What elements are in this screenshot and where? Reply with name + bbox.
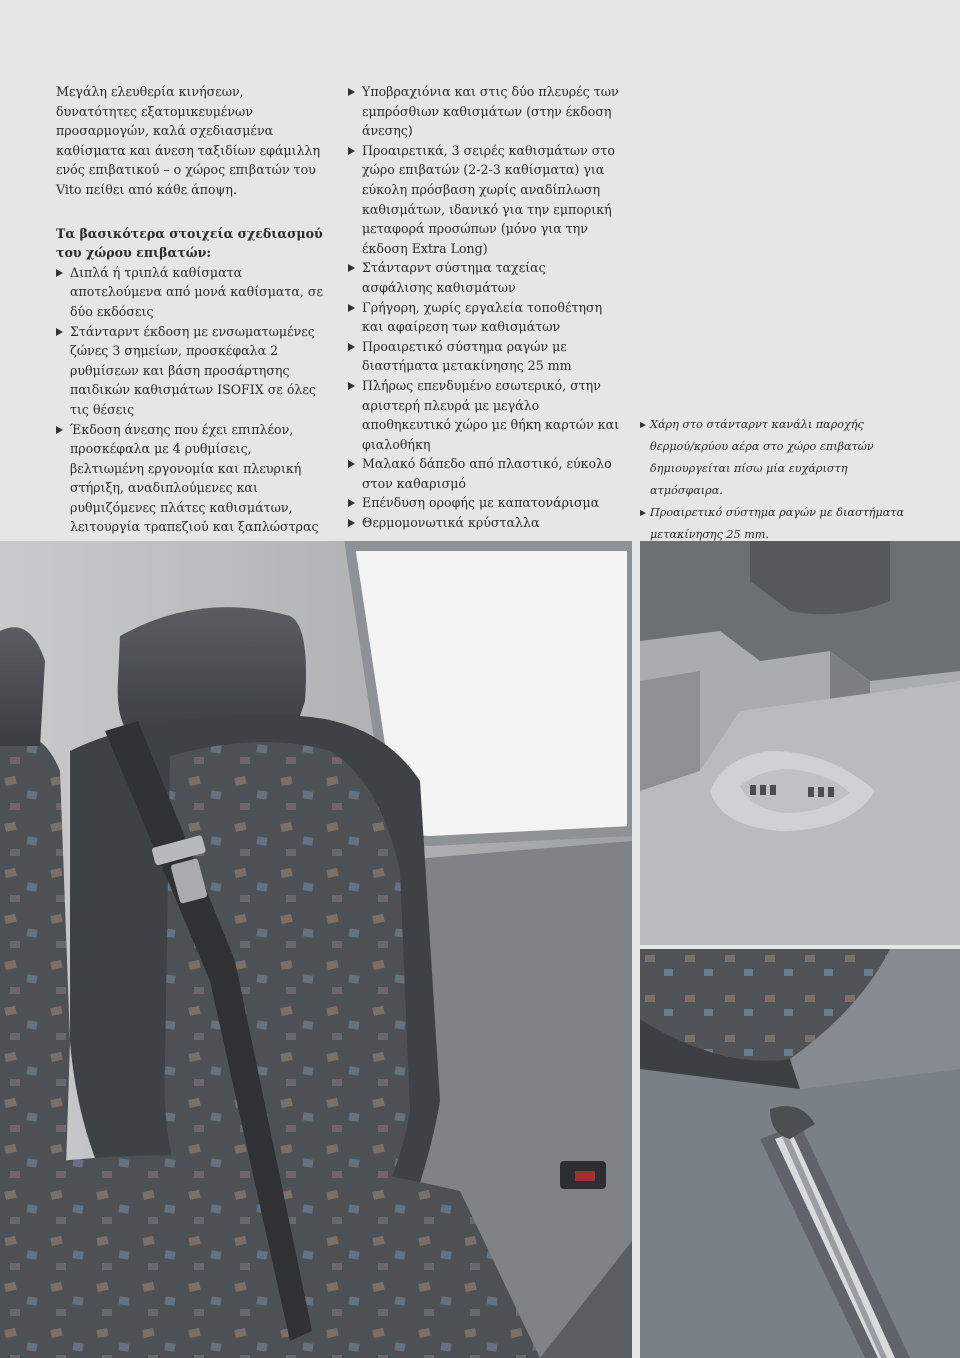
list-item: Γρήγορη, χωρίς εργαλεία τοποθέτηση και αφαίρεση των καθισμάτων [348, 298, 620, 337]
list-item: Υποβραχιόνια και στις δύο πλευρές των εμπρόσθιων καθισμάτων (στην έκδοση άνεσης) [348, 82, 620, 141]
caption-list [640, 414, 910, 546]
caption-column [640, 414, 910, 546]
list-item: Πλήρως επενδυμένο εσωτερικό, στην αριστερή πλευρά με μεγάλο αποθηκευτικό χώρο με θήκη καρτών και φιαλοθήκη [348, 376, 620, 454]
list-item: Προαιρετικό σύστημα ραγών με διαστήματα μετακίνησης 25 mm [348, 337, 620, 376]
list-item: Θερμομονωτικά κρύσταλλα [348, 513, 620, 533]
photo-caption-air-duct: Χάρη στο στάνταρντ κανάλι παροχής θερμού/κρύου αέρα στο χώρο επιβατών δημιουργείται πίσω μία ευχάριστη ατμόσφαιρα. [640, 414, 910, 502]
feature-list-1 [56, 263, 328, 537]
feature-list-2 [348, 82, 620, 533]
text-column-1 [56, 82, 328, 537]
section-heading: Τα βασικότερα στοιχεία σχεδιασμού του χώρου επιβατών: [56, 225, 323, 261]
photo-caption-rail-system: Προαιρετικό σύστημα ραγών με διαστήματα μετακίνησης 25 mm. [640, 502, 910, 546]
list-item: Μαλακό δάπεδο από πλαστικό, εύκολο στον καθαρισμό [348, 454, 620, 493]
seats-photo [0, 541, 632, 1358]
list-item: Έκδοση άνεσης που έχει επιπλέον, προσκέφαλα με 4 ρυθμίσεις, βελτιωμένη εργονομία και πλευρική στήριξη, αναδιπλούμενες και ρυθμιζόμενες πλάτες καθισμάτων, λειτουργία τραπεζιού και ξαπλώστρας [56, 420, 328, 538]
list-item: Προαιρετικά, 3 σειρές καθισμάτων στο χώρο επιβατών (2-2-3 καθίσματα) για εύκολη πρόσβαση χωρίς αναδίπλωση καθισμάτων, ιδανικό για την εμπορική μεταφορά προσώπων (μόνο για την έκδοση Extra Long) [348, 141, 620, 259]
list-item: Διπλά ή τριπλά καθίσματα αποτελούμενα από μονά καθίσματα, σε δύο εκδόσεις [56, 263, 328, 322]
seat-rail-photo [640, 949, 960, 1358]
list-item: Στάνταρντ σύστημα ταχείας ασφάλισης καθισμάτων [348, 258, 620, 297]
text-column-2 [348, 82, 620, 533]
list-item: Στάνταρντ έκδοση με ενσωματωμένες ζώνες 3 σημείων, προσκέφαλα 2 ρυθμίσεων και βάση προσάρτησης παιδικών καθισμάτων ISOFIX σε όλες τις θέσεις [56, 322, 328, 420]
air-duct-photo [640, 541, 960, 945]
intro-paragraph: Μεγάλη ελευθερία κινήσεων, δυνατότητες εξατομικευμένων προσαρμογών, καλά σχεδιασμένα καθίσματα και άνεση ταξιδίων εφάμιλλη ενός επιβατικού – ο χώρος επιβατών του Vito πείθει από κάθε άποψη. [56, 84, 321, 197]
list-item: Επένδυση οροφής με καπατονάρισμα [348, 493, 620, 513]
